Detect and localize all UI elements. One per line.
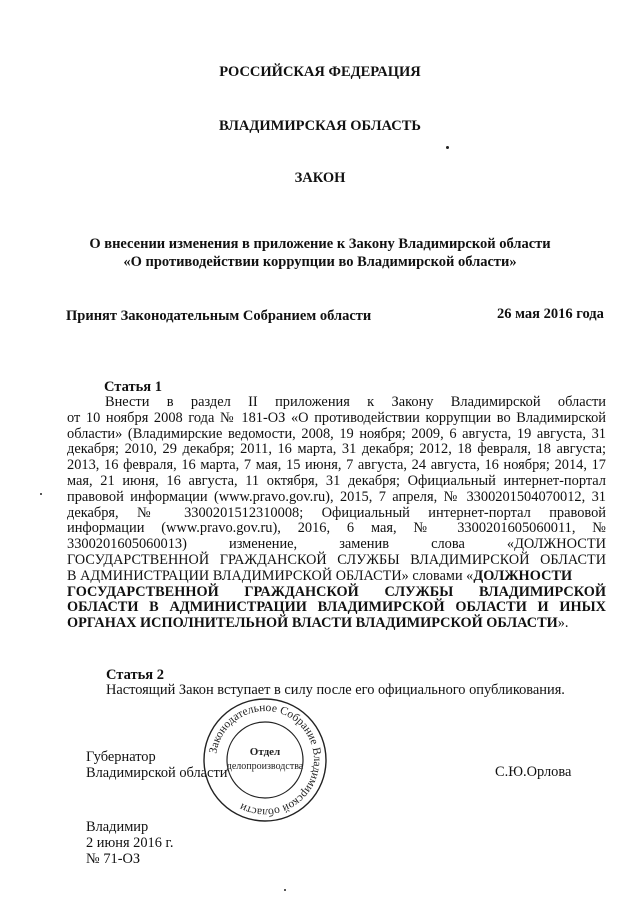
old-wording-tail: В АДМИНИСТРАЦИИ ВЛАДИМИРСКОЙ ОБЛАСТИ» словами «: [67, 567, 474, 584]
header-country: РОССИЙСКАЯ ФЕДЕРАЦИЯ: [219, 64, 421, 80]
scan-speck: [284, 889, 286, 891]
article2-heading: Статья 2: [106, 667, 164, 683]
article1-line: декабря, № 3300201512310008; Официальный интернет-портал правовой: [67, 504, 606, 521]
new-wording-line: [67, 616, 606, 632]
scan-speck: [446, 146, 449, 149]
article1-line: мая, 21 июня, 16 августа, 11 октября, 31 декабря; Официальный интернет-портал: [67, 472, 606, 489]
article1-line: 2013, 16 февраля, 16 марта, 7 мая, 15 июня, 7 августа, 24 августа, 16 ноября; 2014, 17: [67, 457, 606, 474]
article1-caps-mixed-line: [67, 569, 606, 585]
law-title-line1: О внесении изменения в приложение к Закону Владимирской области: [89, 236, 551, 252]
quote-close: ».: [557, 615, 569, 632]
scan-speck: [40, 493, 42, 495]
article2-text: Настоящий Закон вступает в силу после его официального опубликования.: [106, 682, 565, 698]
signature-title-line2: Владимирской области: [86, 765, 228, 781]
adopted-date: 26 мая 2016 года: [497, 306, 604, 322]
stamp-inner-ring: [227, 722, 303, 798]
article1-caps-line: ГОСУДАРСТВЕННОЙ ГРАЖДАНСКОЙ СЛУЖБЫ ВЛАДИМИРСКОЙ ОБЛАСТИ: [67, 551, 606, 568]
footer-date: 2 июня 2016 г.: [86, 835, 174, 851]
article1-heading: Статья 1: [104, 379, 162, 395]
signature-title-line1: Губернатор: [86, 749, 156, 765]
article1-body: [67, 395, 606, 632]
adopted-by: Принят Законодательным Собранием области: [66, 308, 372, 324]
header-region: ВЛАДИМИРСКАЯ ОБЛАСТЬ: [219, 118, 421, 134]
stamp-center-line2: делопроизводства: [226, 761, 304, 772]
article1-line: Внести в раздел II приложения к Закону Владимирской области: [105, 394, 606, 410]
new-wording-start: ДОЛЖНОСТИ: [473, 567, 573, 584]
article1-line: 3300201605060013) изменение, заменив слова «ДОЛЖНОСТИ: [67, 536, 606, 553]
article1-line: области» (Владимирские ведомости, 2008, 19 ноября; 2009, 6 августа, 19 августа, 31: [67, 425, 606, 442]
stamp-center-line1: Отдел: [249, 746, 281, 758]
law-title-line2: «О противодействии коррупции во Владимирской области»: [123, 254, 517, 270]
new-wording-end: ОРГАНАХ ИСПОЛНИТЕЛЬНОЙ ВЛАСТИ ВЛАДИМИРСКОЙ ОБЛАСТИ: [67, 615, 558, 632]
stamp-outer-ring: [204, 699, 326, 821]
signatory-name: С.Ю.Орлова: [495, 764, 572, 780]
office-stamp: [200, 695, 330, 825]
new-wording-line: ГОСУДАРСТВЕННОЙ ГРАЖДАНСКОЙ СЛУЖБЫ ВЛАДИМИРСКОЙ: [67, 583, 606, 600]
article1-line: информации (www.pravo.gov.ru), 2016, 6 мая, № 3300201605060011, №: [67, 520, 606, 537]
header-doc-type: ЗАКОН: [294, 170, 346, 186]
article1-line: правовой информации (www.pravo.gov.ru), 2015, 7 апреля, № 3300201504070012, 31: [67, 488, 606, 505]
article1-line: от 10 ноября 2008 года № 181-ОЗ «О противодействии коррупции во Владимирской: [67, 409, 606, 426]
new-wording-line: ОБЛАСТИ В АДМИНИСТРАЦИИ ВЛАДИМИРСКОЙ ОБЛАСТИ И ИНЫХ: [67, 599, 606, 616]
footer-city: Владимир: [86, 819, 149, 835]
footer-number: № 71-ОЗ: [86, 851, 141, 867]
article1-line: декабря; 2010, 29 декабря; 2011, 16 марта, 31 декабря; 2012, 18 февраля, 18 августа;: [67, 441, 606, 458]
stamp-ring-text: Законодательное Собрание Владимирской области: [207, 701, 324, 819]
